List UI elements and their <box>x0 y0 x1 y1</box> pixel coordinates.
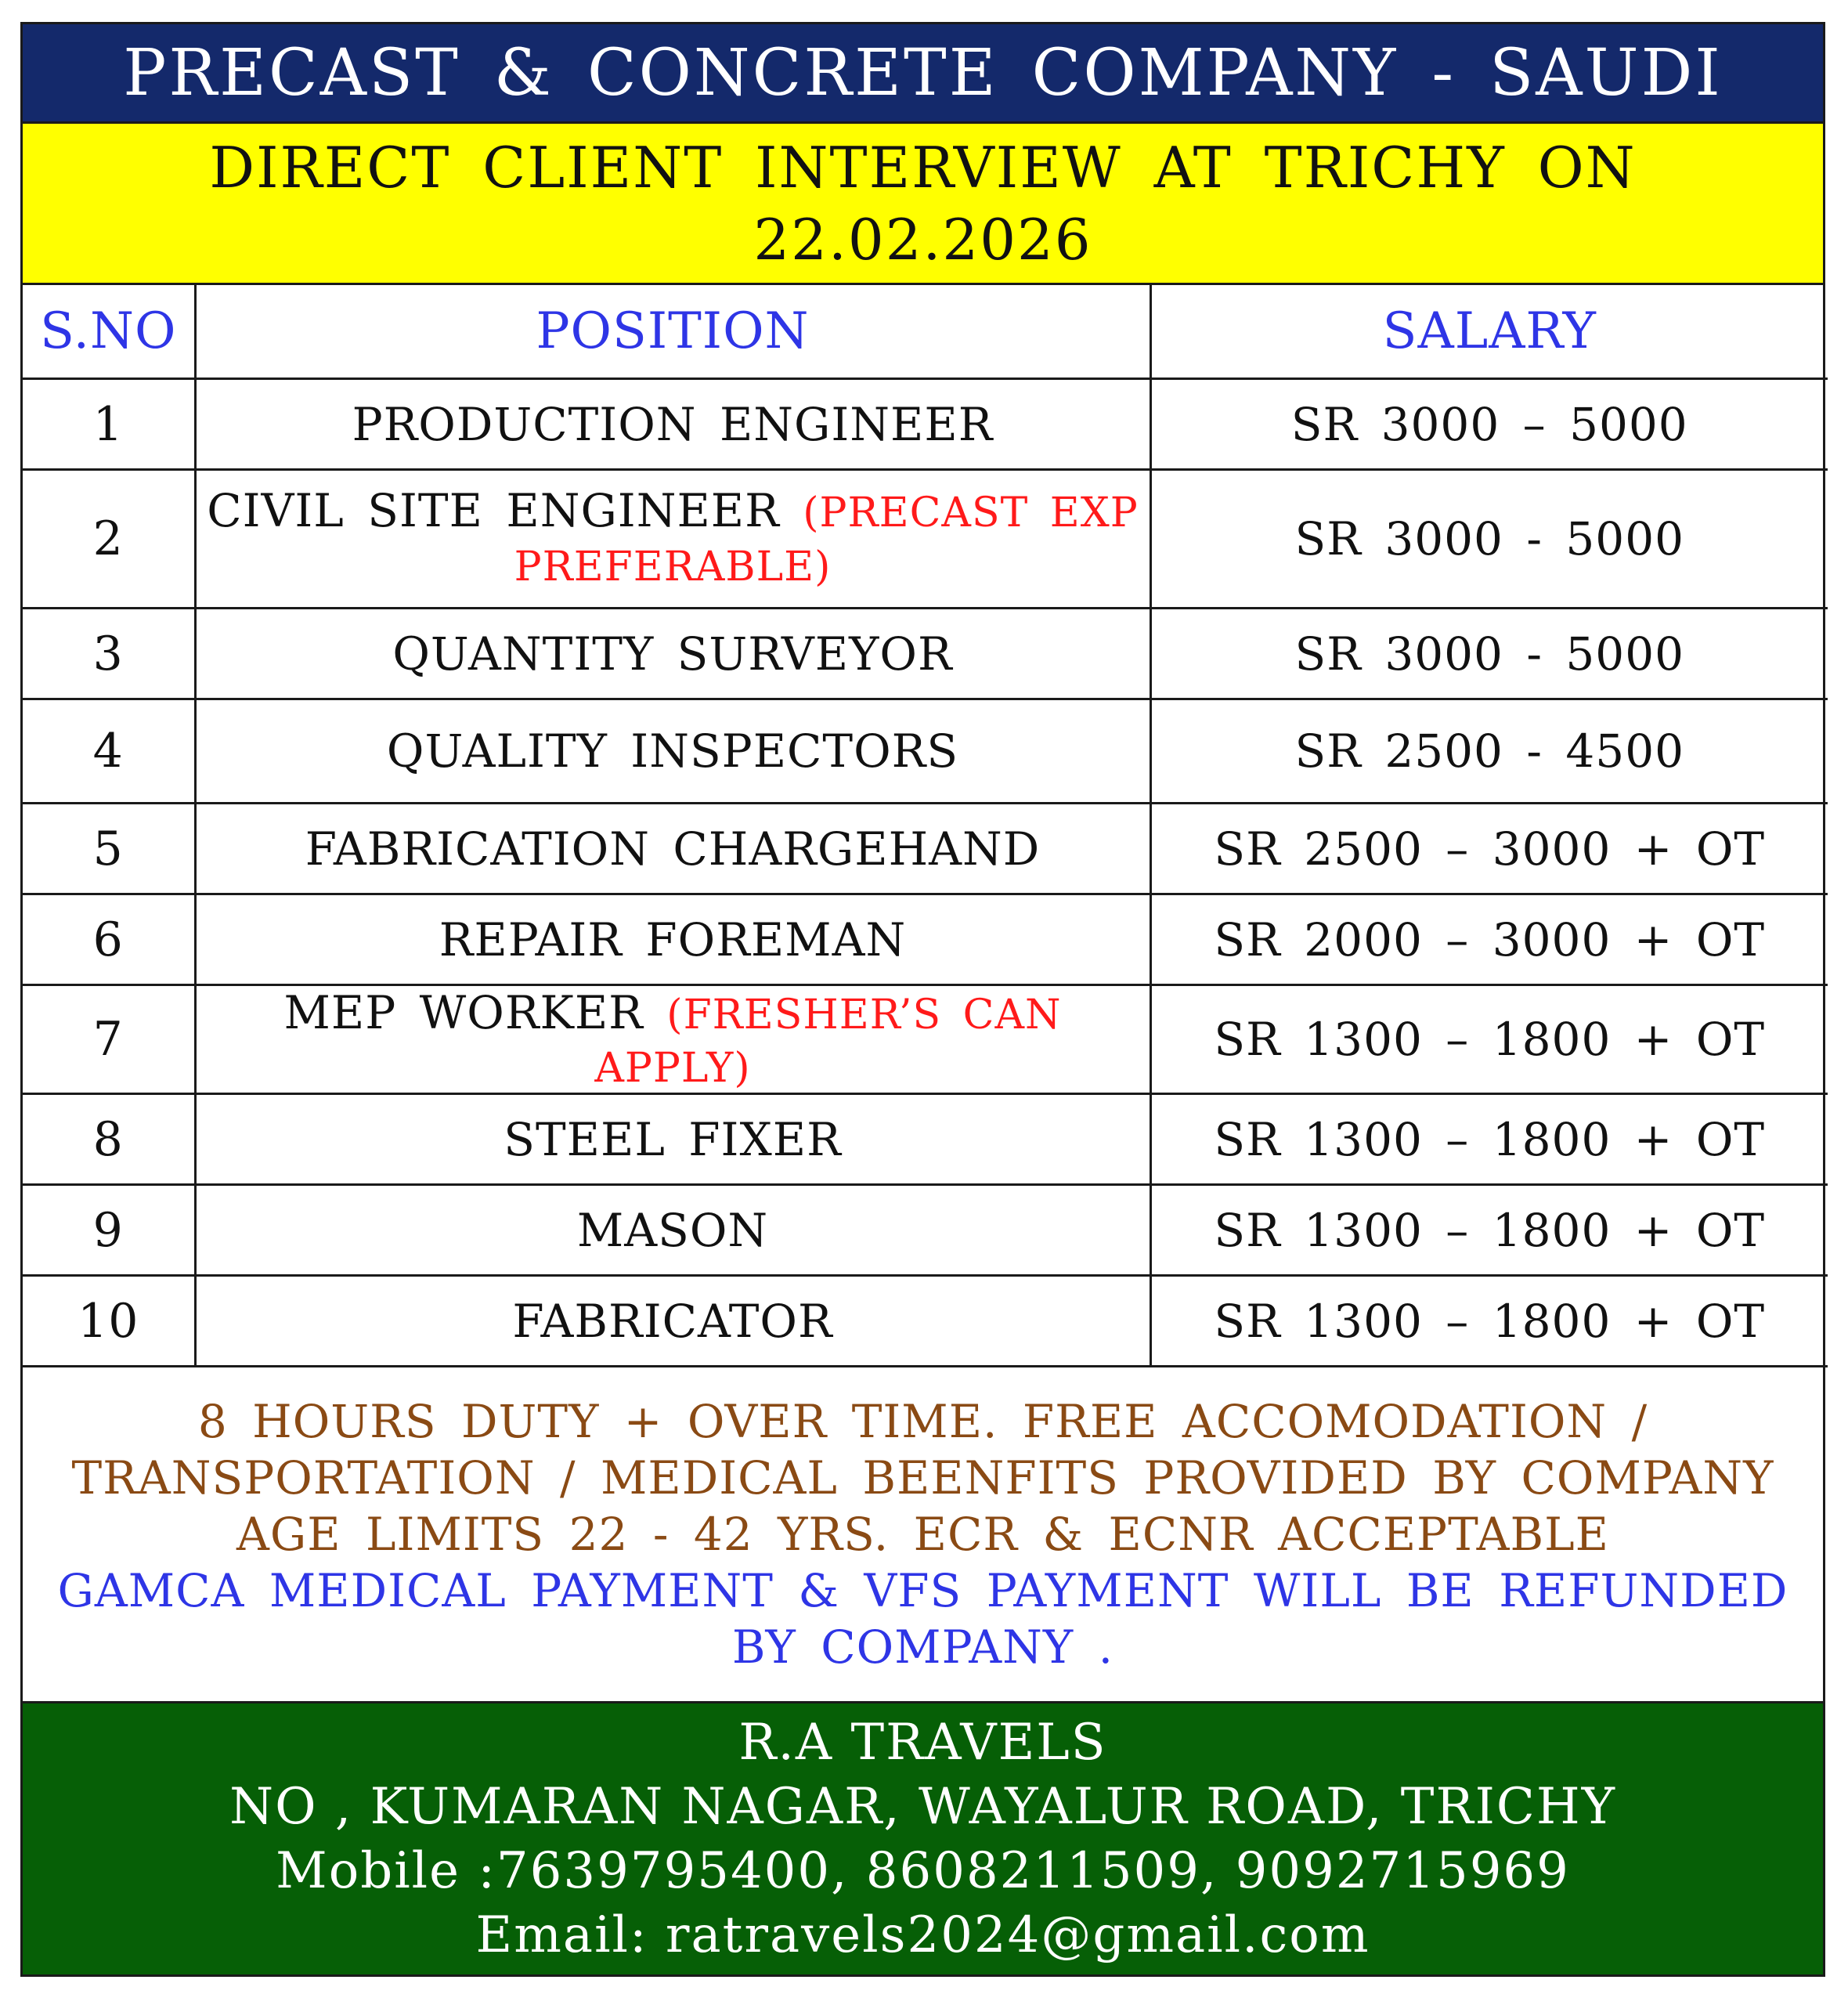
interview-banner <box>23 124 1823 285</box>
contact-banner <box>23 1701 1823 1974</box>
row-salary: SR 3000 - 5000 <box>1150 470 1828 609</box>
table-row <box>23 804 1828 894</box>
row-sno: 10 <box>23 1276 195 1367</box>
job-poster <box>20 22 1825 1977</box>
table-row <box>23 1185 1828 1276</box>
table-row <box>23 379 1828 470</box>
header-salary: SALARY <box>1150 285 1828 379</box>
table-row <box>23 470 1828 609</box>
benefits-line: TRANSPORTATION / MEDICAL BEENFITS PROVIDED BY COMPANY <box>71 1451 1774 1505</box>
position-title: STEEL FIXER <box>504 1112 842 1166</box>
row-salary: SR 3000 - 5000 <box>1150 609 1828 699</box>
row-salary: SR 1300 – 1800 + OT <box>1150 1094 1828 1185</box>
position-title: REPAIR FOREMAN <box>439 912 907 966</box>
interview-date: 22.02.2026 <box>753 206 1092 273</box>
position-title: MEP WORKER <box>283 986 644 1039</box>
row-salary: SR 3000 – 5000 <box>1150 379 1828 470</box>
table-row <box>23 985 1828 1094</box>
row-position <box>195 1185 1150 1276</box>
interview-line: DIRECT CLIENT INTERVIEW AT TRICHY ON <box>209 134 1637 200</box>
row-position <box>195 470 1150 609</box>
row-sno: 7 <box>23 985 195 1094</box>
company-title-banner <box>23 24 1823 124</box>
position-title: QUALITY INSPECTORS <box>386 724 959 778</box>
position-title: QUANTITY SURVEYOR <box>392 627 953 681</box>
positions-table <box>23 285 1828 1367</box>
row-sno: 8 <box>23 1094 195 1185</box>
row-salary: SR 1300 – 1800 + OT <box>1150 985 1828 1094</box>
row-position <box>195 609 1150 699</box>
refund-line: GAMCA MEDICAL PAYMENT & VFS PAYMENT WILL BE REFUNDED <box>57 1564 1788 1617</box>
agency-mobile: Mobile :7639795400, 8608211509, 9092715969 <box>276 1842 1570 1900</box>
table-row <box>23 1276 1828 1367</box>
age-limit-line: AGE LIMITS 22 - 42 YRS. ECR & ECNR ACCEPTABLE <box>236 1508 1609 1561</box>
agency-name: R.A TRAVELS <box>738 1714 1107 1772</box>
row-salary: SR 2500 - 4500 <box>1150 699 1828 804</box>
table-row <box>23 894 1828 985</box>
row-position <box>195 1276 1150 1367</box>
header-sno: S.NO <box>23 285 195 379</box>
row-position <box>195 1094 1150 1185</box>
refund-line: BY COMPANY . <box>731 1620 1114 1674</box>
row-position <box>195 985 1150 1094</box>
row-salary: SR 1300 – 1800 + OT <box>1150 1276 1828 1367</box>
row-salary: SR 2000 – 3000 + OT <box>1150 894 1828 985</box>
table-header-row <box>23 285 1828 379</box>
row-sno: 9 <box>23 1185 195 1276</box>
position-title: CIVIL SITE ENGINEER <box>207 484 780 537</box>
row-position <box>195 699 1150 804</box>
position-note: (FRESHER’S CAN APPLY) <box>594 992 1062 1092</box>
benefits-info <box>23 1367 1823 1701</box>
position-title: FABRICATION CHARGEHAND <box>305 822 1041 876</box>
company-title: PRECAST & CONCRETE COMPANY - SAUDI <box>123 35 1723 110</box>
row-sno: 3 <box>23 609 195 699</box>
row-position <box>195 379 1150 470</box>
row-sno: 4 <box>23 699 195 804</box>
row-sno: 2 <box>23 470 195 609</box>
table-row <box>23 699 1828 804</box>
row-salary: SR 1300 – 1800 + OT <box>1150 1185 1828 1276</box>
position-title: PRODUCTION ENGINEER <box>352 397 994 451</box>
header-position: POSITION <box>195 285 1150 379</box>
table-row <box>23 1094 1828 1185</box>
position-note: (PRECAST EXP PREFERABLE) <box>514 490 1139 591</box>
row-sno: 6 <box>23 894 195 985</box>
row-sno: 1 <box>23 379 195 470</box>
row-position <box>195 804 1150 894</box>
position-title: FABRICATOR <box>512 1294 833 1348</box>
row-position <box>195 894 1150 985</box>
row-salary: SR 2500 – 3000 + OT <box>1150 804 1828 894</box>
agency-email: Email: ratravels2024@gmail.com <box>475 1906 1370 1964</box>
position-title: MASON <box>576 1203 769 1257</box>
table-row <box>23 609 1828 699</box>
benefits-line: 8 HOURS DUTY + OVER TIME. FREE ACCOMODATION / <box>197 1395 1648 1448</box>
row-sno: 5 <box>23 804 195 894</box>
agency-address: NO , KUMARAN NAGAR, WAYALUR ROAD, TRICHY <box>229 1778 1616 1836</box>
